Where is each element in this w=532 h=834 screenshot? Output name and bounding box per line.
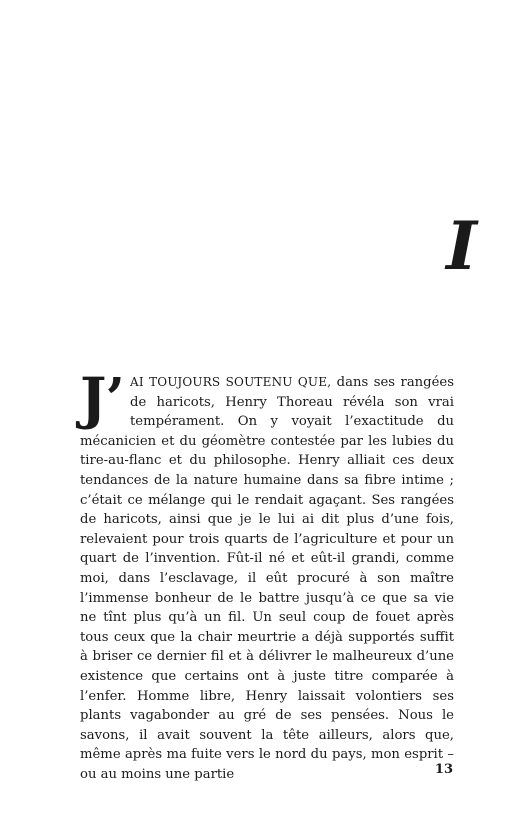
drop-cap: J’ [80,366,124,432]
lead-in: AI TOUJOURS SOUTENU QUE, [130,375,332,389]
body-text [80,366,454,784]
paragraph-text: dans ses rangées de haricots, Henry Thoreau révéla son vrai tempérament. On y voyait l’exactitude du mécanicien et du géomètre contestée par les lubies du tire-au-flanc et du philosophe. Henry alliait ces deux tendances de la nature humaine dans sa fibre intime ; c’était ce mélange qui le rendait agaçant. Ses rangées de haricots, ainsi que je le lui ai dit plus d’une fois, relevaient pour trois quarts de l’agriculture et pour un quart de l’invention. Fût-il né et eût-il grandi, comme moi, dans l’esclavage, il eût procuré à son maître l’immense bonheur de le battre jusqu’à ce que sa vie ne tînt plus qu’à un fil. Un seul coup de fouet après tous ceux que la chair meurtrie a déjà supportés suffit à briser ce dernier fil et à délivrer le malheureux d’une existence que certains ont à juste titre comparée à l’enfer. Homme libre, Henry laissait volontiers ses plants vagabonder au gré de ses pensées. Nous le savons, il avait souvent la tête ailleurs, alors que, même après ma fuite vers le nord du pays, mon esprit – ou au moins une partie [80,375,454,782]
paragraph [80,366,454,784]
chapter-number: I [446,207,477,285]
page-number: 13 [434,762,453,777]
